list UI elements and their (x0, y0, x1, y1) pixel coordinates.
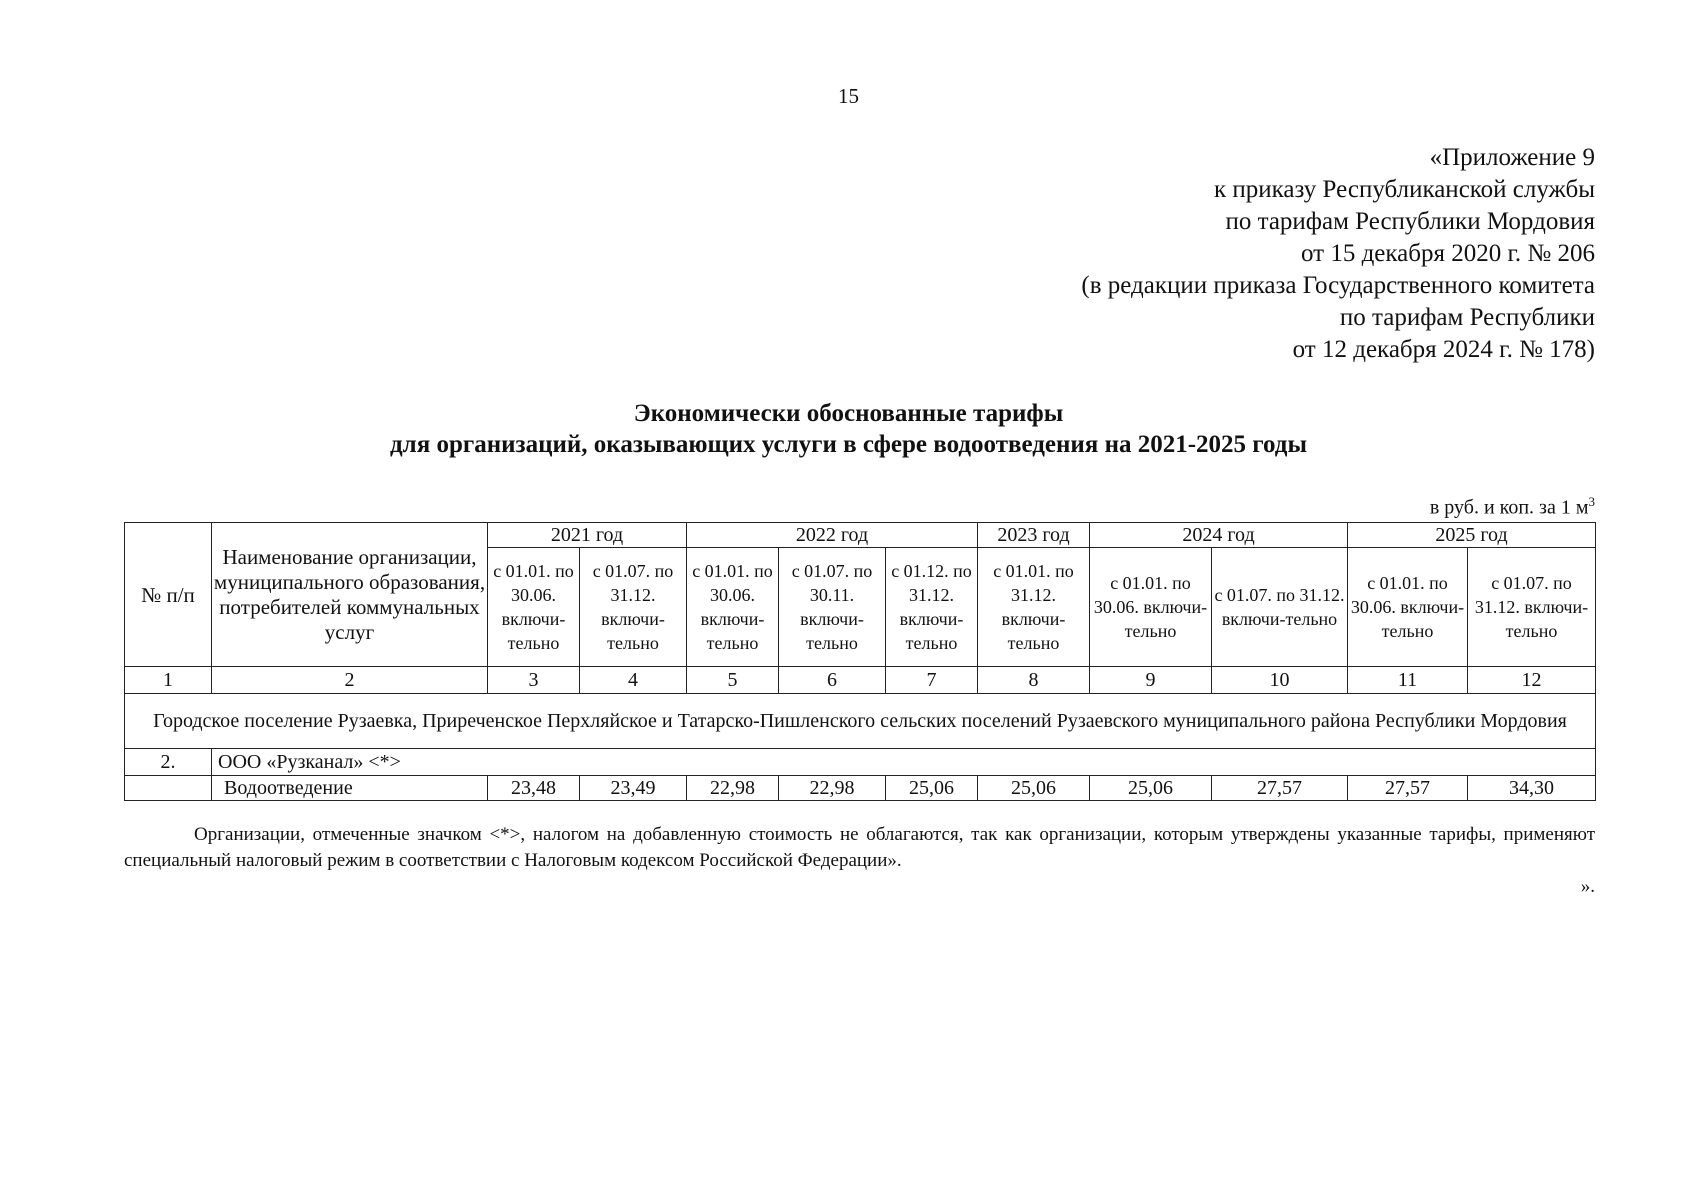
column-index: 1 (125, 667, 212, 694)
tariff-value: 25,06 (978, 776, 1090, 801)
units-superscript: 3 (1588, 494, 1595, 509)
document-title (0, 398, 1697, 460)
column-index: 12 (1468, 667, 1596, 694)
column-index: 2 (212, 667, 488, 694)
appendix-line: от 15 декабря 2020 г. № 206 (1300, 240, 1595, 267)
title-line-2: для организаций, оказывающих услуги в сфере водоотведения на 2021-2025 годы (390, 431, 1307, 458)
tariff-value: 25,06 (1090, 776, 1212, 801)
column-index: 7 (886, 667, 978, 694)
header-period: с 01.12. по 31.12. включи-тельно (886, 548, 978, 667)
appendix-line: по тарифам Республики Мордовия (1225, 208, 1595, 235)
column-index: 11 (1348, 667, 1468, 694)
page-number: 15 (838, 84, 859, 108)
tariff-value: 27,57 (1212, 776, 1348, 801)
service-number-cell (125, 776, 212, 801)
appendix-line: к приказу Республиканской службы (1213, 176, 1595, 203)
header-period: с 01.01. по 31.12. включи-тельно (978, 548, 1090, 667)
column-index: 3 (488, 667, 580, 694)
header-period: с 01.01. по 30.06. включи-тельно (488, 548, 580, 667)
closing-quote: ». (1580, 876, 1595, 897)
column-index: 10 (1212, 667, 1348, 694)
service-name: Водоотведение (212, 776, 488, 801)
header-organization: Наименование организации, муниципального образования, потребителей коммунальных услуг (212, 523, 488, 667)
tariff-value: 22,98 (687, 776, 779, 801)
header-year-2024: 2024 год (1090, 523, 1348, 548)
header-year-2021: 2021 год (488, 523, 687, 548)
organization-number: 2. (125, 749, 212, 776)
group-heading-row (125, 694, 1596, 749)
organization-name: ООО «Рузканал» <*> (212, 749, 1596, 776)
column-index: 9 (1090, 667, 1212, 694)
column-index: 8 (978, 667, 1090, 694)
units-text: в руб. и коп. за 1 м (1429, 496, 1589, 519)
appendix-line: (в редакции приказа Государственного комитета (1081, 272, 1595, 299)
header-period: с 01.07. по 30.11. включи-тельно (779, 548, 886, 667)
units-label (1430, 494, 1595, 520)
tariff-value: 27,57 (1348, 776, 1468, 801)
header-period: с 01.01. по 30.06. включи-тельно (687, 548, 779, 667)
column-index: 4 (580, 667, 687, 694)
appendix-header (1081, 142, 1595, 366)
header-row-years (125, 523, 1596, 548)
header-year-2023: 2023 год (978, 523, 1090, 548)
header-year-2022: 2022 год (687, 523, 978, 548)
tariff-value: 22,98 (779, 776, 886, 801)
footnote-text: Организации, отмеченные значком <*>, налогом на добавленную стоимость не облагаются, так как организации, которым утверждены указанные тарифы, применяют специальный налоговый режим в соответствии с Налоговым кодексом Российской Федерации». (124, 824, 1595, 871)
header-year-2025: 2025 год (1348, 523, 1596, 548)
column-index-row (125, 667, 1596, 694)
column-index: 5 (687, 667, 779, 694)
tariff-table (124, 522, 1596, 801)
header-period: с 01.07. по 31.12. включи-тельно (1212, 548, 1348, 667)
appendix-line: по тарифам Республики (1339, 304, 1595, 331)
tariff-value: 34,30 (1468, 776, 1596, 801)
footnote (124, 822, 1595, 874)
header-period: с 01.01. по 30.06. включи-тельно (1348, 548, 1468, 667)
header-period: с 01.07. по 31.12. включи-тельно (580, 548, 687, 667)
service-row (125, 776, 1596, 801)
tariff-value: 23,49 (580, 776, 687, 801)
appendix-line: от 12 декабря 2024 г. № 178) (1292, 336, 1595, 363)
title-line-1: Экономически обоснованные тарифы (633, 400, 1064, 427)
organization-row (125, 749, 1596, 776)
header-period: с 01.01. по 30.06. включи-тельно (1090, 548, 1212, 667)
column-index: 6 (779, 667, 886, 694)
appendix-line: «Приложение 9 (1429, 144, 1595, 171)
tariff-value: 23,48 (488, 776, 580, 801)
group-heading: Городское поселение Рузаевка, Приреченское Перхляйское и Татарско-Пишленского сельских поселений Рузаевского муниципального района Республики Мордовия (125, 694, 1596, 749)
header-period: с 01.07. по 31.12. включи-тельно (1468, 548, 1596, 667)
header-number: № п/п (125, 523, 212, 667)
tariff-value: 25,06 (886, 776, 978, 801)
